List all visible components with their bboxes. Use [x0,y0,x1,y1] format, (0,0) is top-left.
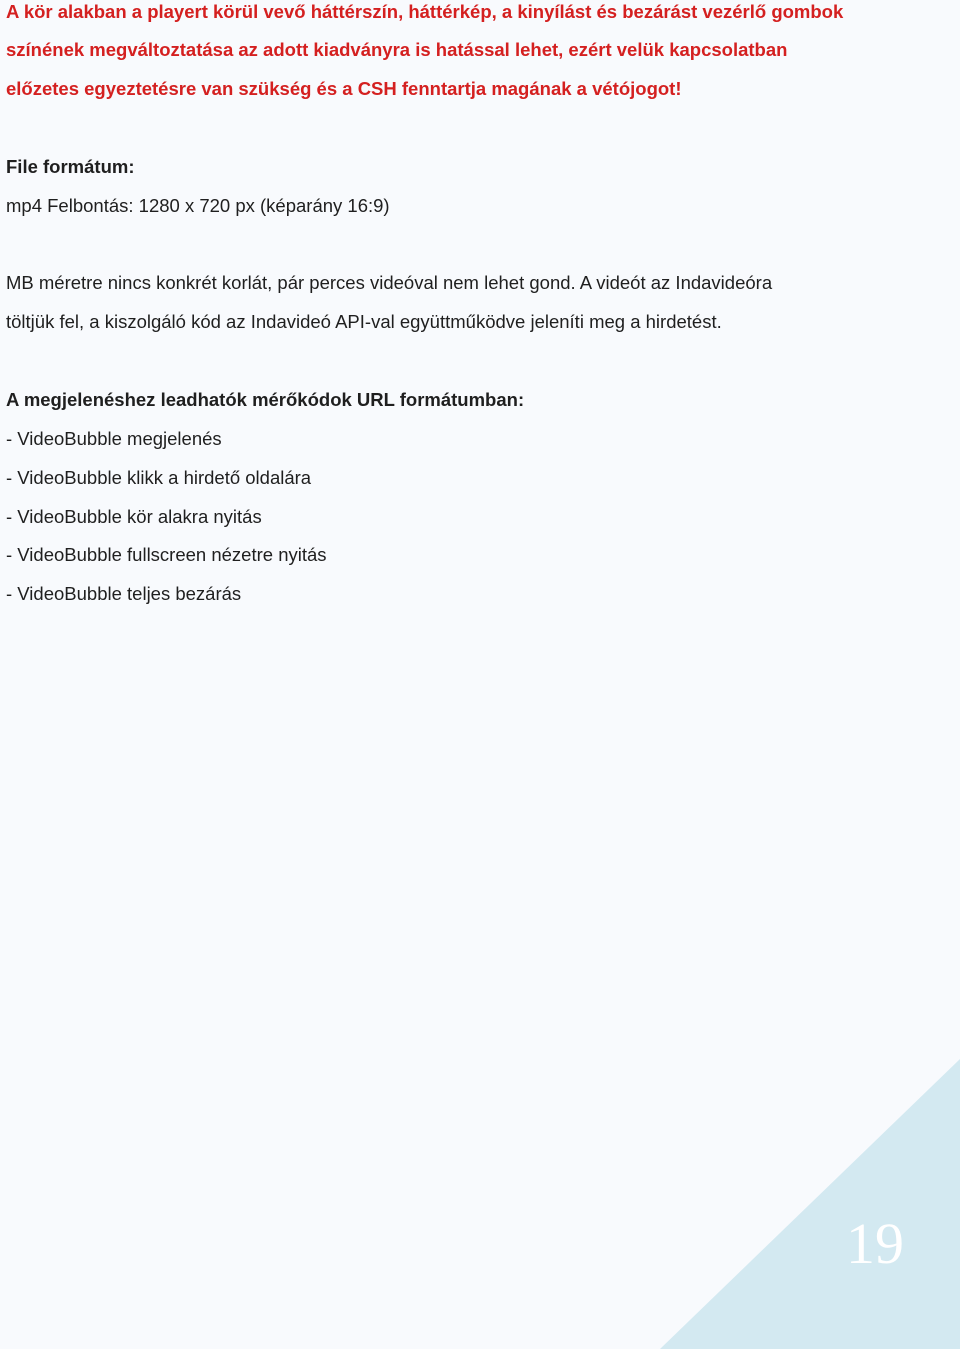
tracking-item-appearance: - VideoBubble megjelenés [6,428,222,449]
file-format-spec: mp4 Felbontás: 1280 x 720 px (képarány 16:9) [6,195,390,216]
size-note-line-2: töltjük fel, a kiszolgáló kód az Indavideó API-val együttműködve jeleníti meg a hirdetést. [6,311,722,332]
size-note-line-1: MB méretre nincs konkrét korlát, pár perces videóval nem lehet gond. A videót az Indavideóra [6,272,773,293]
file-format-heading: File formátum: [6,156,135,177]
corner-triangle [660,1059,960,1349]
tracking-item-click: - VideoBubble klikk a hirdető oldalára [6,467,312,488]
notice-line-2: színének megváltoztatása az adott kiadványra is hatással lehet, ezért velük kapcsolatban [6,39,788,60]
tracking-item-circle-open: - VideoBubble kör alakra nyitás [6,506,262,527]
notice-line-1: A kör alakban a playert körül vevő háttérszín, háttérkép, a kinyílást és bezárást vezérlő gombok [6,1,844,22]
tracking-heading: A megjelenéshez leadhatók mérőkódok URL formátumban: [6,389,525,410]
tracking-item-fullscreen-open: - VideoBubble fullscreen nézetre nyitás [6,544,327,565]
page-corner-decoration [660,1059,960,1349]
page-number: 19 [846,1211,904,1276]
tracking-item-full-close: - VideoBubble teljes bezárás [6,583,242,604]
notice-line-3: előzetes egyeztetésre van szükség és a CSH fenntartja magának a vétójogot! [6,78,682,99]
